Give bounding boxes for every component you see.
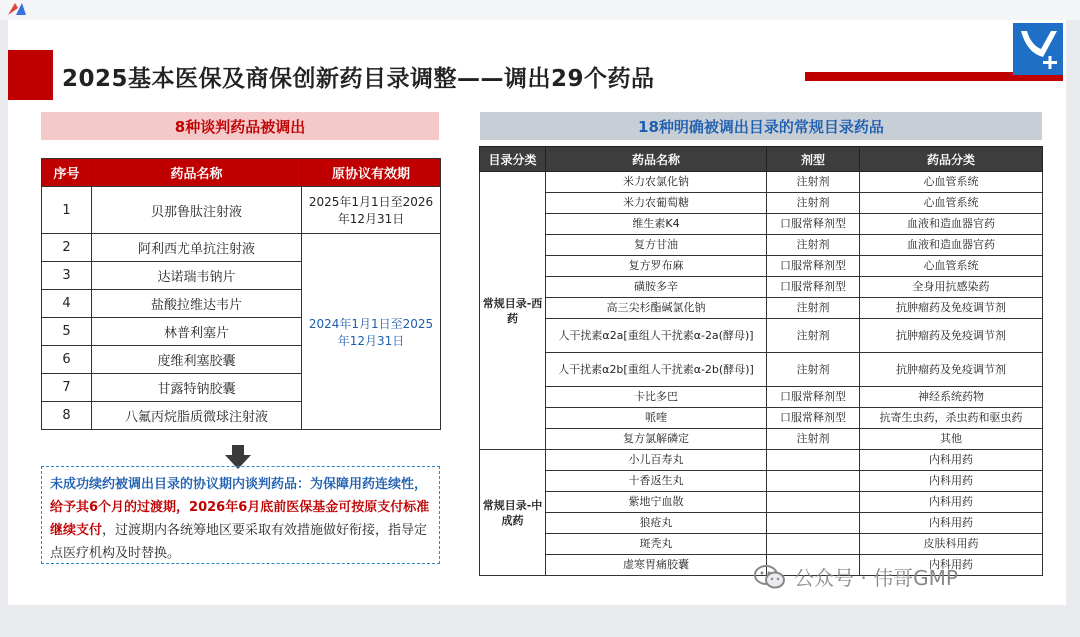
- row-drug-name: 斑秃丸: [546, 534, 767, 555]
- row-drug-category: 内科用药: [860, 492, 1043, 513]
- regular-drugs-table: [479, 146, 1043, 576]
- row-drug-name: 盐酸拉维达韦片: [92, 290, 302, 318]
- table-row: [480, 387, 1043, 408]
- row-drug-name: 甘露特钠胶囊: [92, 374, 302, 402]
- row-drug-category: 血液和造血器官药: [860, 214, 1043, 235]
- header-catalog: 目录分类: [480, 147, 546, 172]
- row-no: 5: [42, 318, 92, 346]
- header-drug-name: 药品名称: [546, 147, 767, 172]
- row-drug-name: 复方甘油: [546, 235, 767, 256]
- row-dosage-form: 注射剂: [767, 353, 860, 387]
- note-part2: 给予其6个月的过渡期，2026年6月底前医保基金可按原支付标准继续支付: [50, 500, 430, 538]
- table-row: [480, 172, 1043, 193]
- row-drug-category: 内科用药: [860, 471, 1043, 492]
- title-accent-block: [8, 50, 53, 100]
- row-no: 2: [42, 234, 92, 262]
- row-dosage-form: 注射剂: [767, 319, 860, 353]
- watermark-text: 公众号 · 伟哥GMP: [794, 566, 958, 590]
- header-validity: 原协议有效期: [302, 159, 441, 187]
- row-drug-category: 血液和造血器官药: [860, 235, 1043, 256]
- table-row: [480, 235, 1043, 256]
- row-dosage-form: 口服常释剂型: [767, 387, 860, 408]
- table-row: [480, 534, 1043, 555]
- row-dosage-form: 注射剂: [767, 298, 860, 319]
- right-banner: 18种明确被调出目录的常规目录药品: [480, 112, 1042, 140]
- row-drug-name: 米力农氯化钠: [546, 172, 767, 193]
- table-row: [480, 298, 1043, 319]
- row-drug-name: 复方罗布麻: [546, 256, 767, 277]
- header-dosage-form: 剂型: [767, 147, 860, 172]
- row-drug-category: 内科用药: [860, 513, 1043, 534]
- row-dosage-form: [767, 471, 860, 492]
- slide: [8, 20, 1066, 605]
- row-drug-name: 哌喹: [546, 408, 767, 429]
- table-row: [42, 234, 441, 262]
- row-drug-name: 度维利塞胶囊: [92, 346, 302, 374]
- row-drug-name: 紫地宁血散: [546, 492, 767, 513]
- table-row: [42, 187, 441, 234]
- row-drug-category: 抗肿瘤药及免疫调节剂: [860, 298, 1043, 319]
- row-drug-name: 虚寒胃痛胶囊: [546, 555, 767, 576]
- transition-note: [41, 466, 440, 564]
- table-row: [480, 319, 1043, 353]
- row-drug-category: 抗肿瘤药及免疫调节剂: [860, 319, 1043, 353]
- table-row: [480, 408, 1043, 429]
- note-part3: ，过渡期内各统筹地区要采取有效措施做好衔接，指导定点医疗机构及时替换。: [50, 523, 428, 561]
- row-dosage-form: 口服常释剂型: [767, 277, 860, 298]
- row-drug-category: 神经系统药物: [860, 387, 1043, 408]
- row-drug-category: 全身用抗感染药: [860, 277, 1043, 298]
- row-drug-category: 内科用药: [860, 450, 1043, 471]
- row-drug-name: 高三尖杉酯碱氯化钠: [546, 298, 767, 319]
- row-drug-name: 林普利塞片: [92, 318, 302, 346]
- row-drug-category: 心血管系统: [860, 256, 1043, 277]
- row-drug-category: 心血管系统: [860, 193, 1043, 214]
- row-no: 4: [42, 290, 92, 318]
- row-drug-name: 复方氯解磷定: [546, 429, 767, 450]
- row-drug-category: 抗肿瘤药及免疫调节剂: [860, 353, 1043, 387]
- row-dosage-form: 注射剂: [767, 429, 860, 450]
- row-validity-merged: 2024年1月1日至2025年12月31日: [302, 234, 441, 430]
- row-drug-name: 小儿百寿丸: [546, 450, 767, 471]
- brand-logo-icon: [1013, 23, 1063, 75]
- header-drug-category: 药品分类: [860, 147, 1043, 172]
- header-drug-name: 药品名称: [92, 159, 302, 187]
- table-row: [480, 193, 1043, 214]
- row-drug-name: 米力农葡萄糖: [546, 193, 767, 214]
- row-drug-category: 其他: [860, 429, 1043, 450]
- row-drug-name: 十香返生丸: [546, 471, 767, 492]
- wechat-icon: [754, 564, 786, 590]
- row-no: 8: [42, 402, 92, 430]
- row-no: 6: [42, 346, 92, 374]
- table-row: [480, 513, 1043, 534]
- row-drug-name: 磺胺多辛: [546, 277, 767, 298]
- wechat-watermark: [754, 562, 958, 591]
- row-dosage-form: [767, 450, 860, 471]
- app-logo-icon: [6, 1, 28, 17]
- row-dosage-form: [767, 534, 860, 555]
- table-header-row: [480, 147, 1043, 172]
- table-row: [480, 277, 1043, 298]
- row-drug-name: 达诺瑞韦钠片: [92, 262, 302, 290]
- table-row: [480, 492, 1043, 513]
- row-drug-name: 维生素K4: [546, 214, 767, 235]
- table-row: [480, 450, 1043, 471]
- row-drug-name: 卡比多巴: [546, 387, 767, 408]
- row-no: 1: [42, 187, 92, 234]
- header-no: 序号: [42, 159, 92, 187]
- table-row: [480, 214, 1043, 235]
- top-bar: [0, 0, 1080, 20]
- table-row: [480, 353, 1043, 387]
- group-western: 常规目录-西药: [480, 172, 546, 450]
- row-dosage-form: 口服常释剂型: [767, 256, 860, 277]
- row-dosage-form: 口服常释剂型: [767, 408, 860, 429]
- page-title: 2025基本医保及商保创新药目录调整——调出29个药品: [62, 66, 655, 92]
- left-banner: 8种谈判药品被调出: [41, 112, 439, 140]
- row-drug-name: 狼疮丸: [546, 513, 767, 534]
- row-drug-name: 阿利西尤单抗注射液: [92, 234, 302, 262]
- row-dosage-form: 口服常释剂型: [767, 214, 860, 235]
- row-drug-category: 皮肤科用药: [860, 534, 1043, 555]
- row-drug-name: 人干扰素α2b[重组人干扰素α-2b(酵母)]: [546, 353, 767, 387]
- table-row: [480, 256, 1043, 277]
- note-part1: 未成功续约被调出目录的协议期内谈判药品：为保障用药连续性，: [50, 477, 428, 492]
- table-row: [480, 429, 1043, 450]
- row-drug-category: 心血管系统: [860, 172, 1043, 193]
- row-dosage-form: [767, 513, 860, 534]
- row-drug-category: 抗寄生虫药，杀虫药和驱虫药: [860, 408, 1043, 429]
- row-drug-name: 八氟丙烷脂质微球注射液: [92, 402, 302, 430]
- row-dosage-form: [767, 492, 860, 513]
- negotiated-drugs-table: [41, 158, 441, 430]
- row-dosage-form: 注射剂: [767, 172, 860, 193]
- row-drug-name: 人干扰素α2a[重组人干扰素α-2a(酵母)]: [546, 319, 767, 353]
- row-no: 3: [42, 262, 92, 290]
- group-tcm: 常规目录-中成药: [480, 450, 546, 576]
- row-validity: 2025年1月1日至2026年12月31日: [302, 187, 441, 234]
- row-dosage-form: 注射剂: [767, 193, 860, 214]
- row-drug-category: 内科用药: [860, 555, 1043, 576]
- table-row: [480, 471, 1043, 492]
- row-dosage-form: 注射剂: [767, 235, 860, 256]
- row-no: 7: [42, 374, 92, 402]
- table-header-row: [42, 159, 441, 187]
- row-drug-name: 贝那鲁肽注射液: [92, 187, 302, 234]
